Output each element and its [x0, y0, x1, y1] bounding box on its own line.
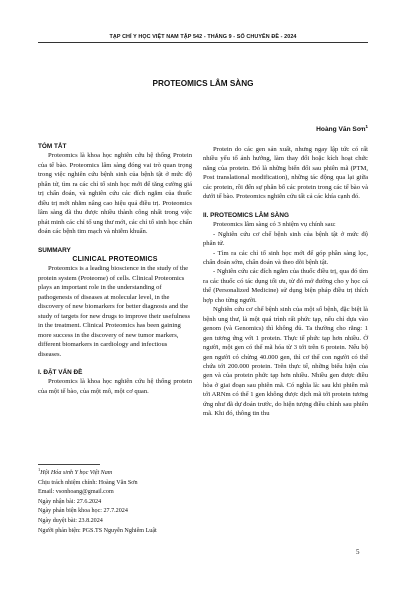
task-2: - Tìm ra các chỉ tố sinh học mới để góp phần sàng lọc, chẩn đoán sớm, chẩn đoán và theo dõi bệnh tật.	[203, 249, 368, 266]
tomtat-body: Proteomics là khoa học nghiên cứu hệ thống Protein của tế bào. Proteomics lâm sàng đóng vai trò quan trọng trong việc nghiên cứu bệnh sinh của bệnh tật ở mức độ phân tử, tìm ra các chỉ tố sinh học mới để tăng cường giá trị chẩn đoán, và nghiên cứu các đích ngắm của thuốc điều trị mới nhằm nâng cao hiệu quả điều trị. Proteomics lâm sàng đã thu được nhiều thành công nhất trong việc phát minh các chỉ tố ung thư mới, các chỉ tố sinh học chẩn đoán các bệnh tim mạch và nhiễm khuẩn.	[38, 152, 192, 236]
page-number: 5	[356, 548, 360, 556]
section1-heading: I. ĐẶT VẤN ĐỀ	[38, 368, 83, 376]
author-text: Hoàng Văn Sơn	[316, 126, 366, 134]
footnote-affil-mark: 1	[38, 467, 41, 472]
footnote-reviewed: Ngày phản biện khoa học: 27.7.2024	[38, 508, 128, 515]
footnote-affiliation	[38, 465, 192, 479]
footnote-reviewer: Người phản biện: PGS.TS Nguyễn Nghiêm Luật	[38, 527, 157, 534]
footnote-email: Email: vsonhoang@gmail.com	[38, 489, 114, 496]
footnote	[38, 464, 192, 536]
tomtat-heading: TÓM TẮT	[38, 143, 67, 150]
footnote-received: Ngày nhận bài: 27.6.2024	[38, 498, 102, 505]
task-3: - Nghiên cứu các đích ngắm của thuốc điều trị, qua đó tìm ra các thuốc có tác dụng tối ưu, từ đó mở đường cho y học cá thể (Personalized Medicine) sử dụng biện pháp điều trị thích hợp cho từng người.	[203, 268, 368, 304]
summary-title: CLINICAL PROTEOMICS	[72, 255, 158, 263]
right-column	[203, 145, 368, 419]
footnote-accepted: Ngày duyệt bài: 23.8.2024	[38, 518, 103, 524]
summary-body: Proteomics is a leading bioscience in the study of the protein system (Proteome) of cells. Clinical Proteomics plays an important role in the understanding of pathogenesis of diseases at molecular level, in the discovery of new biomarkers for better diagnosis and the study of targets for new drugs to improve their usefulness in the treatment. Clinical Proteomics has been gaining more success in the discovery of new tumor markers, different biomarkers in cardiology and infectious diseases.	[38, 265, 191, 358]
task-1: - Nghiên cứu cơ chế bệnh sinh của bệnh tật ở mức độ phân tử.	[203, 230, 368, 248]
section1-body: Proteomics là khoa học nghiên cứu hệ thống protein của một tế bào, của một mô, một cơ quan.	[38, 378, 192, 395]
header-rule	[38, 42, 368, 43]
left-column	[38, 142, 192, 396]
footnote-corresponding: Chịu trách nhiệm chính: Hoàng Văn Sơn	[38, 479, 138, 486]
running-head: TẠP CHÍ Y HỌC VIỆT NAM TẬP 542 - THÁNG 9 - SỐ CHUYÊN ĐỀ - 2024	[109, 34, 297, 40]
intro-paragraph: Protein do các gen sản xuất, nhưng ngay lập tức có rất nhiều yếu tố ảnh hưởng, làm thay đổi hoặc kích hoạt chức năng của protein. Đó là những biến đổi sau phiên mã (PTM, Post translational modification), những tác động qua lại giữa các protein, rồi đến sự phân bố các protein trong các tế bào và dưới tế bào. Proteomics nghiên cứu tất cả các khía cạnh đó.	[203, 146, 368, 201]
pathogenesis-paragraph: Nghiên cứu cơ chế bệnh sinh của một số bệnh, đặc biệt là bệnh ung thư, là một quá trình rất phức tạp, nếu chỉ dựa vào genom (và Genomics) thì không đủ. Ta thường cho rằng: 1 gen tương ứng với 1 protein. Thực tế phức tạp hơn nhiều. Ở người, một gen có thể mã hóa từ 3 tới trên 6 protein. Nếu bộ gen người có chừng 40.000 gen, thì cơ thể con người có thể chứa tới 200.000 protein. Trên thực tế, những biểu hiện của gen và của protein phức tạp hơn nhiều. Nhiều gen được điều hòa ở giai đoạn sau phiên mã. Có nghĩa là: sau khi phiên mã tới ARNm có thể 1 gen không được dịch mã tới protein tương ứng như đã dự đoán trước, do hiện tượng điều chỉnh sau phiên mã. Khi đó, thông tin thu	[203, 306, 368, 418]
section2-lead: Proteomics lâm sàng có 3 nhiệm vụ chính sau:	[213, 221, 336, 229]
author-name	[316, 124, 368, 133]
section2-heading: II. PROTEOMICS LÂM SÀNG	[203, 211, 289, 219]
summary-heading: SUMMARY	[38, 246, 71, 254]
author-affiliation-mark: 1	[365, 124, 368, 129]
article-title: PROTEOMICS LÂM SÀNG	[152, 79, 254, 88]
footnote-affil-text: Hội Hóa sinh Y học Việt Nam	[40, 470, 113, 477]
